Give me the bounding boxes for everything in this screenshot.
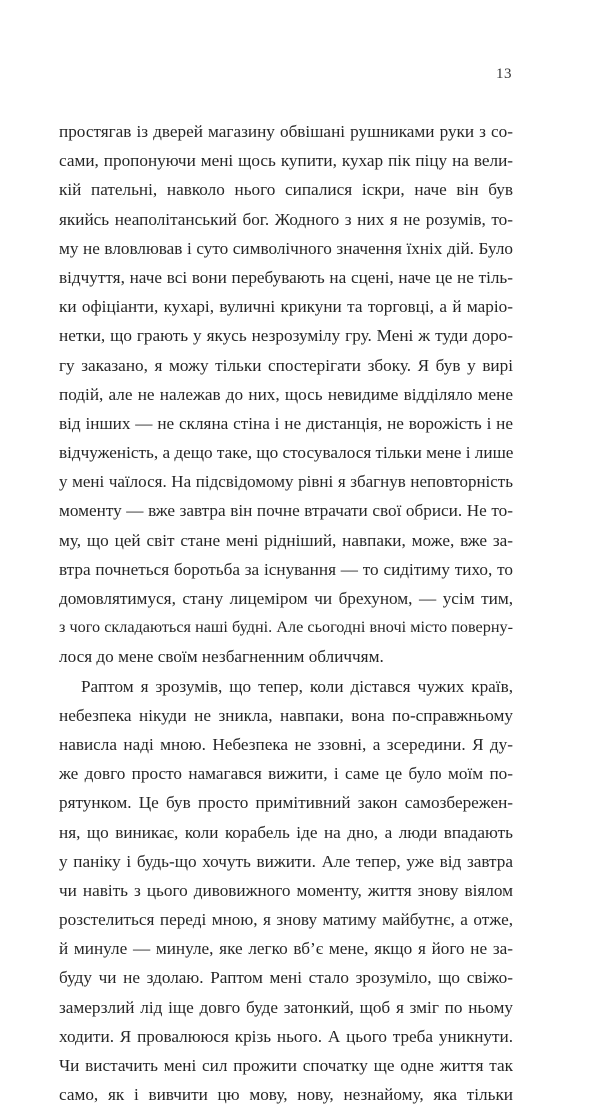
text-line: Раптом я зрозумів, що тепер, коли дістався чужих країв,	[81, 676, 513, 696]
text-line: чи навіть з цього дивовижного моменту, життя знову віялом	[59, 880, 513, 900]
text-line: нависла наді мною. Небезпека не ззовні, а зсередини. Я ду-	[59, 734, 513, 754]
text-line: ня, що виникає, коли корабель іде на дно, а люди впадають	[59, 822, 513, 842]
text-line: гу заказано, я можу тільки спостерігати збоку. Я був у вирі	[59, 355, 513, 375]
text-line: втра почнеться боротьба за існування — то сидітиму тихо, то	[59, 559, 513, 579]
text-line: відчуженість, а дещо таке, що стосувалося тільки мене і лише	[59, 443, 514, 463]
text-line: подій, але не належав до них, щось невидиме відділяло мене	[59, 384, 513, 404]
text-line: кій пательні, навколо нього сипалися іскри, наче він був	[59, 180, 513, 200]
text-line: му, що цей світ стане мені рідніший, навпаки, може, вже за-	[59, 530, 513, 550]
text-line: сами, пропонуючи мені щось купити, кухар пік піцу на вели-	[59, 151, 513, 171]
text-line: небезпека нікуди не зникла, навпаки, вона по-справжньому	[59, 705, 513, 725]
text-line: ки офіціанти, кухарі, вуличні крикуни та торговці, а й маріо-	[59, 297, 513, 317]
text-line: відчуття, наче всі вони перебувають на сцені, наче це не тіль-	[59, 267, 513, 287]
text-line: простягав із дверей магазину обвішані рушниками руки з со-	[59, 122, 513, 141]
text-line: Чи вистачить мені сил прожити спочатку ще одне життя так	[59, 1056, 513, 1075]
text-line: замерзлий лід іще довго буде затонкий, щоб я зміг по ньому	[59, 997, 513, 1017]
text-line: домовлятимуся, стану лицеміром чи брехуном, — усім тим,	[59, 589, 513, 608]
text-line: рятунком. Це був просто примітивний закон самозбережен-	[59, 793, 513, 813]
text-line: ходити. Я провалююся крізь нього. А цього треба уникнути.	[59, 1026, 513, 1046]
text-line: лося до мене своїм незбагненним обличчям.	[59, 647, 384, 667]
text-line: у паніку і будь-що хочуть вижити. Але тепер, уже від завтра	[59, 851, 513, 871]
text-line: розстелиться переді мною, я знову матиму майбутнє, а отже,	[59, 910, 513, 930]
text-line: само, як і вивчити цю мову, нову, незнайому, яка тільки	[59, 1085, 513, 1105]
text-line: му не вловлював і суто символічного значення їхніх дій. Було	[59, 238, 513, 258]
text-line: же довго просто намагався вижити, і саме це було моїм по-	[59, 764, 513, 784]
text-line: якийсь неаполітанський бог. Жодного з них я не розумів, то-	[59, 209, 513, 229]
text-line: від інших — не скляна стіна і не дистанція, не ворожість і не	[59, 413, 513, 433]
page-number: 13	[496, 66, 512, 82]
text-line: нетки, що грають у якусь незрозумілу гру. Мені ж туди доро-	[59, 326, 513, 346]
text-line: моменту — вже завтра він почне втрачати свої обриси. Не то-	[59, 501, 513, 521]
text-line: й минуле — минуле, яке легко вб’є мене, якщо я його не за-	[59, 939, 513, 959]
paragraph	[59, 117, 513, 672]
text-line: у мені чаїлося. На підсвідомому рівні я збагнув неповторність	[59, 472, 513, 492]
body-text	[59, 117, 513, 1109]
text-line: з чого складаються наші будні. Але сьогодні вночі місто поверну-	[59, 618, 513, 637]
text-line: буду чи не здолаю. Раптом мені стало зрозуміло, що свіжо-	[59, 968, 513, 988]
paragraph	[59, 672, 513, 1109]
